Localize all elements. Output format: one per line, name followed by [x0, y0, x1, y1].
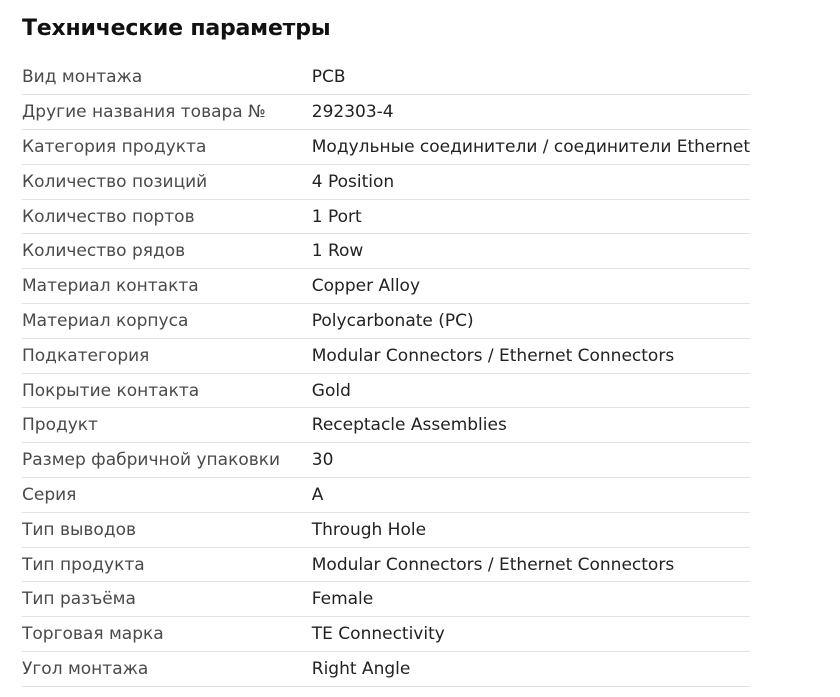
spec-value: PCB [311, 67, 346, 88]
spec-row-number-of-positions [22, 164, 750, 199]
spec-label: Тип продукта [22, 554, 145, 575]
spec-label: Категория продукта [22, 136, 207, 157]
spec-label: Количество позиций [22, 171, 208, 192]
spec-label: Покрытие контакта [22, 380, 200, 401]
spec-label: Серия [22, 484, 77, 505]
spec-row-contact-material [22, 269, 750, 304]
spec-row-number-of-ports [22, 199, 750, 234]
spec-value: Gold [311, 380, 351, 401]
spec-row-other-part-numbers [22, 95, 750, 130]
spec-value: Polycarbonate (PC) [311, 310, 474, 331]
spec-value: 292303-4 [311, 102, 394, 123]
spec-row-product-type [22, 547, 750, 582]
spec-value: Receptacle Assemblies [311, 415, 507, 436]
spec-label: Материал корпуса [22, 310, 189, 331]
spec-value: 30 [311, 450, 334, 471]
spec-label: Продукт [22, 415, 98, 436]
spec-value: Модульные соединители / соединители Ethernet [311, 136, 750, 157]
spec-row-number-of-rows [22, 234, 750, 269]
spec-label: Материал контакта [22, 276, 199, 297]
spec-value: 4 Position [311, 171, 395, 192]
spec-label: Угол монтажа [22, 658, 149, 679]
spec-label: Размер фабричной упаковки [22, 450, 281, 471]
spec-value: Through Hole [311, 519, 427, 540]
spec-value: Copper Alloy [311, 276, 421, 297]
spec-value: 1 Row [311, 241, 364, 262]
spec-row-mounting-style [22, 60, 750, 95]
spec-row-subcategory [22, 338, 750, 373]
spec-label: Другие названия товара № [22, 102, 266, 123]
spec-row-termination-style [22, 512, 750, 547]
spec-label: Тип разъёма [22, 589, 136, 610]
spec-label: Тип выводов [22, 519, 136, 540]
spec-row-factory-pack-quantity [22, 443, 750, 478]
spec-value: Modular Connectors / Ethernet Connectors [311, 345, 675, 366]
spec-label: Подкатегория [22, 345, 150, 366]
spec-value: Right Angle [311, 658, 411, 679]
spec-table [22, 60, 750, 687]
spec-label: Торговая марка [22, 624, 164, 645]
spec-row-product-category [22, 130, 750, 165]
spec-label: Вид монтажа [22, 67, 143, 88]
spec-label: Количество рядов [22, 241, 186, 262]
spec-value: Modular Connectors / Ethernet Connectors [311, 554, 675, 575]
page-title: Технические параметры [22, 16, 331, 41]
spec-row-brand [22, 617, 750, 652]
spec-value: 1 Port [311, 206, 362, 227]
spec-row-connector-gender [22, 582, 750, 617]
spec-value: A [311, 484, 324, 505]
spec-value: Female [311, 589, 374, 610]
spec-row-contact-plating [22, 373, 750, 408]
spec-value: TE Connectivity [311, 624, 445, 645]
spec-row-mounting-angle [22, 652, 750, 687]
spec-label: Количество портов [22, 206, 195, 227]
spec-row-housing-material [22, 304, 750, 339]
spec-row-product [22, 408, 750, 443]
spec-row-series [22, 478, 750, 513]
